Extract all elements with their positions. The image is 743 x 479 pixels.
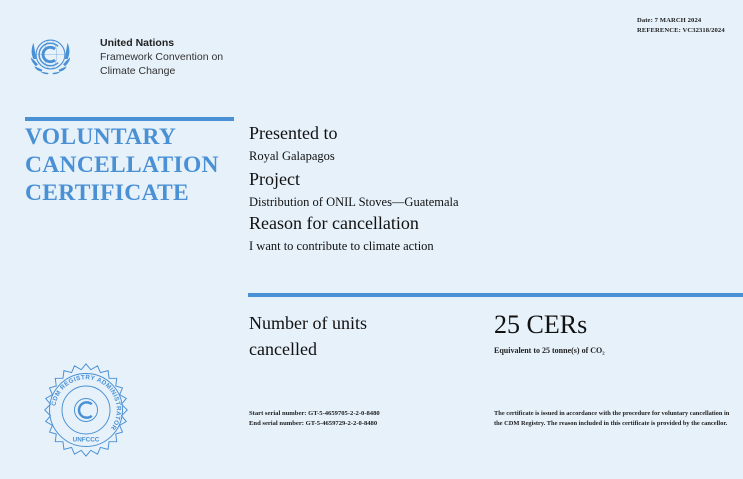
title-line-3: CERTIFICATE	[25, 180, 189, 206]
reason-value: I want to contribute to climate action	[249, 239, 434, 253]
units-divider	[248, 293, 743, 297]
reason-label: Reason for cancellation	[249, 213, 419, 233]
units-label	[249, 310, 367, 362]
units-amount: 25 CERs	[494, 310, 588, 339]
project-label: Project	[249, 169, 300, 189]
serial-numbers	[249, 409, 380, 428]
org-line-1: United Nations	[100, 37, 175, 49]
title-divider	[25, 117, 234, 121]
organization-name	[100, 36, 223, 78]
presented-to-label: Presented to	[249, 123, 338, 143]
issuance-note: The certificate is issued in accordance with the procedure for voluntary cancellation in the CDM Registry. The reason included in this certificate is provided by the cancellor.	[494, 410, 730, 427]
title-line-2: CANCELLATION	[25, 152, 219, 178]
org-line-2: Framework Convention on	[100, 51, 224, 63]
start-serial: Start serial number: GT-5-4659705-2-2-0-8480	[249, 410, 380, 417]
unfccc-logo-icon	[28, 32, 73, 77]
seal-bottom-text: UNFCCC	[72, 436, 100, 444]
certificate-date: Date: 7 MARCH 2024	[637, 17, 702, 24]
certificate-title	[25, 123, 219, 207]
project-value: Distribution of ONIL Stoves—Guatemala	[249, 195, 459, 209]
end-serial: End serial number: GT-5-4659729-2-2-0-8480	[249, 419, 378, 427]
certificate-reference: REFERENCE: VC32318/2024	[637, 27, 725, 34]
title-line-1: VOLUNTARY	[25, 124, 177, 150]
units-equivalent: Equivalent to 25 tonne(s) of CO₂	[494, 346, 605, 355]
certificate-meta	[637, 16, 725, 36]
org-line-3: Climate Change	[100, 65, 176, 77]
seal-ring-text: CDM REGISTRY ADMINISTRATOR	[50, 374, 122, 432]
units-label-line-2: cancelled	[249, 339, 317, 359]
presented-to-value: Royal Galapagos	[249, 149, 335, 163]
cdm-registry-seal-icon	[38, 362, 134, 458]
units-label-line-1: Number of units	[249, 313, 367, 333]
